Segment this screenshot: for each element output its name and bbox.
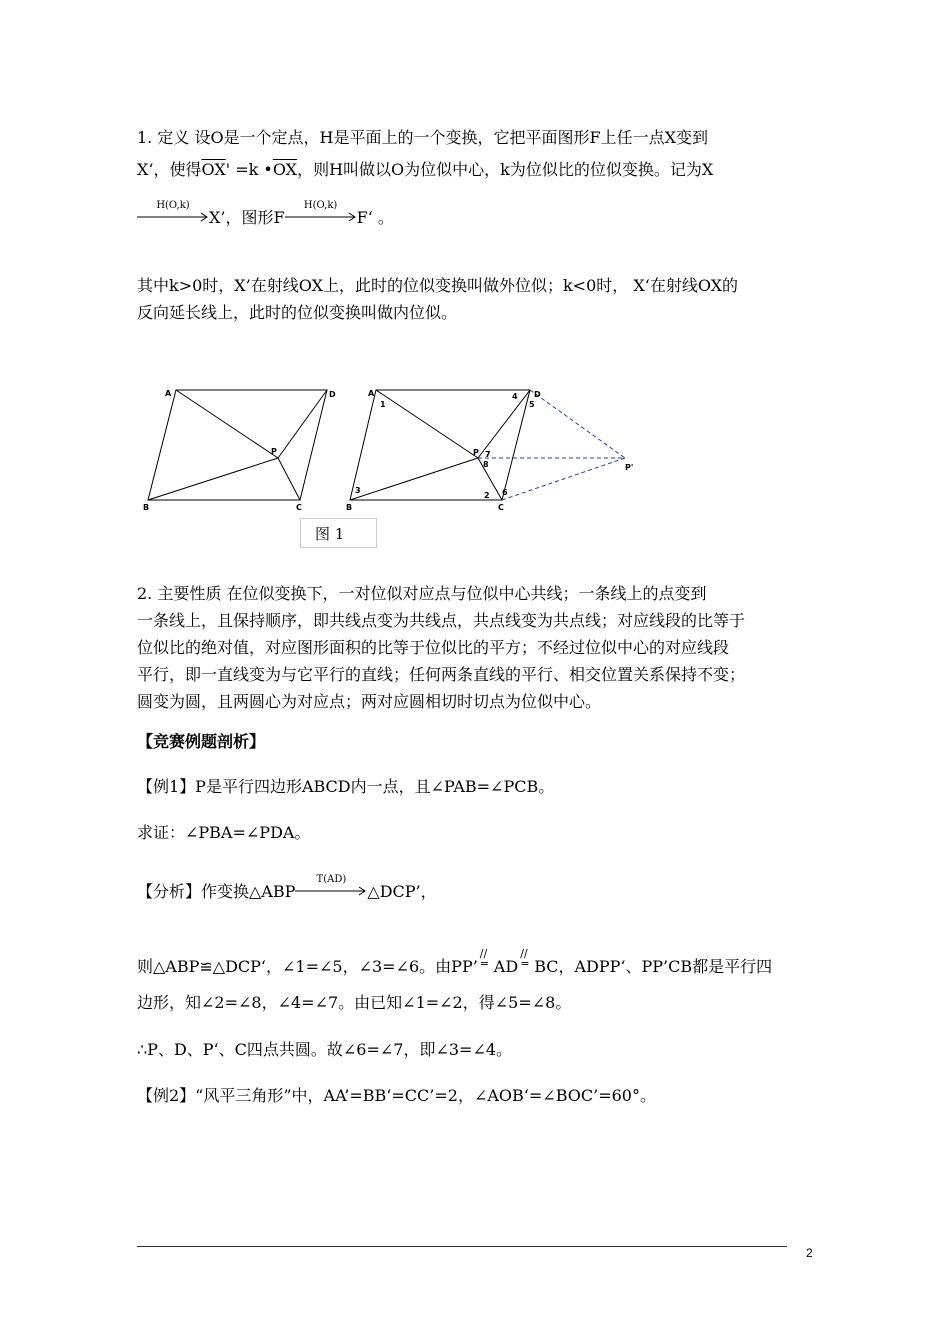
right-point-label: 1 (380, 400, 386, 409)
property-line: 位似比的绝对值，对应图形面积的比等于位似比的平方；不经过位似中心的对应线段 (137, 638, 730, 657)
text: X‘，使得 (137, 160, 202, 179)
right-point-label: D (534, 390, 541, 399)
left-parallelogram (148, 390, 327, 500)
example-1-prove: 求证：∠PBA=∠PDA。 (137, 823, 311, 842)
text: 【分析】作变换△ABP (137, 882, 296, 901)
text: BC，ADPP‘、PP’CB都是平行四 (534, 957, 773, 976)
text: F‘ 。 (356, 208, 394, 227)
example-1-line-4 (137, 947, 773, 977)
definition-line-3 (137, 200, 394, 228)
right-point-label: 7 (485, 450, 491, 459)
figure-1 (140, 383, 660, 553)
right-parallelogram (350, 390, 530, 500)
symbol-bottom: = (520, 957, 530, 970)
text: ' =k • (225, 160, 273, 179)
definition-line-1: 1. 定义 设O是一个定点，H是平面上的一个变换，它把平面图形F上任一点X变到 (137, 128, 709, 147)
footer-rule (137, 1246, 787, 1247)
right-point-label: 4 (512, 392, 518, 401)
translation-arrow (295, 874, 367, 897)
right-point-label: 2 (484, 491, 490, 500)
example-2-statement: 【例2】“风平三角形”中，AA’=BB‘=CC’=2，∠AOB‘=∠BOC’=60°。 (137, 1086, 656, 1105)
vector-ox: $\overline{OX}$ (272, 160, 298, 179)
right-point-label: 5 (529, 400, 535, 409)
symbol-bottom: = (479, 957, 490, 970)
geometry-diagram (140, 383, 660, 523)
arrow-label: T(AD) (316, 874, 347, 885)
text: 则△ABP≌△DCP‘，∠1=∠5，∠3=∠6。由PP’ (137, 957, 478, 976)
section-title: 【竞赛例题剖析】 (137, 732, 266, 751)
dashed-construction (478, 390, 625, 500)
text: X’，图形F (209, 208, 285, 227)
right-point-label: P' (625, 463, 634, 472)
parallel-equal-symbol (478, 947, 494, 972)
text: AD (493, 957, 519, 976)
text: △DCP’， (367, 882, 437, 901)
paragraph-line: 反向延长线上，此时的位似变换叫做内位似。 (137, 303, 458, 322)
right-point-label: P (473, 448, 479, 457)
example-1-statement: 【例1】P是平行四边形ABCD内一点，且∠PAB=∠PCB。 (137, 777, 555, 796)
homothety-arrow (285, 200, 357, 223)
definition-line-2 (137, 160, 713, 180)
left-point-label: C (296, 503, 302, 512)
property-line: 2. 主要性质 在位似变换下，一对位似对应点与位似中心共线；一条线上的点变到 (137, 584, 707, 603)
property-line: 平行，即一直线变为与它平行的直线；任何两条直线的平行、相交位置关系保持不变； (137, 665, 746, 684)
right-point-label: A (368, 389, 375, 398)
page-number: 2 (806, 1246, 813, 1260)
property-line: 一条线上，且保持顺序，即共线点变为共线点，共点线变为共点线；对应线段的比等于 (137, 611, 746, 630)
left-point-label: A (165, 389, 172, 398)
right-point-label: 6 (502, 488, 508, 497)
paragraph-line: 其中k>0时，X’在射线OX上，此时的位似变换叫做外位似；k<0时， X‘在射线OX的 (137, 276, 739, 295)
arrow-label: H(O,k) (156, 200, 190, 211)
example-1-line-5: 边形，知∠2=∠8，∠4=∠7。由已知∠1=∠2，得∠5=∠8。 (137, 993, 572, 1012)
text: ，则H叫做以O为位似中心，k为位似比的位似变换。记为X (297, 160, 714, 179)
right-point-label: 3 (355, 486, 361, 495)
symbol-top: // (479, 947, 488, 960)
right-point-label: B (346, 503, 353, 512)
example-1-analysis (137, 874, 437, 902)
right-point-label: C (498, 503, 504, 512)
homothety-arrow (137, 200, 209, 223)
left-point-label: B (143, 503, 150, 512)
right-point-label: 8 (483, 460, 489, 469)
left-point-label: P (271, 447, 277, 456)
parallel-equal-symbol (518, 947, 534, 972)
property-line: 圆变为圆，且两圆心为对应点；两对应圆相切时切点为位似中心。 (137, 692, 602, 711)
example-1-line-6: ∴P、D、P‘、C四点共圆。故∠6=∠7，即∠3=∠4。 (137, 1040, 513, 1059)
symbol-top: // (520, 947, 528, 960)
vector-ox-prime: $\overline{OX}$ (201, 160, 226, 179)
figure-caption: 图 1 (300, 518, 377, 548)
left-point-label: D (329, 390, 336, 399)
arrow-label: H(O,k) (303, 200, 338, 211)
